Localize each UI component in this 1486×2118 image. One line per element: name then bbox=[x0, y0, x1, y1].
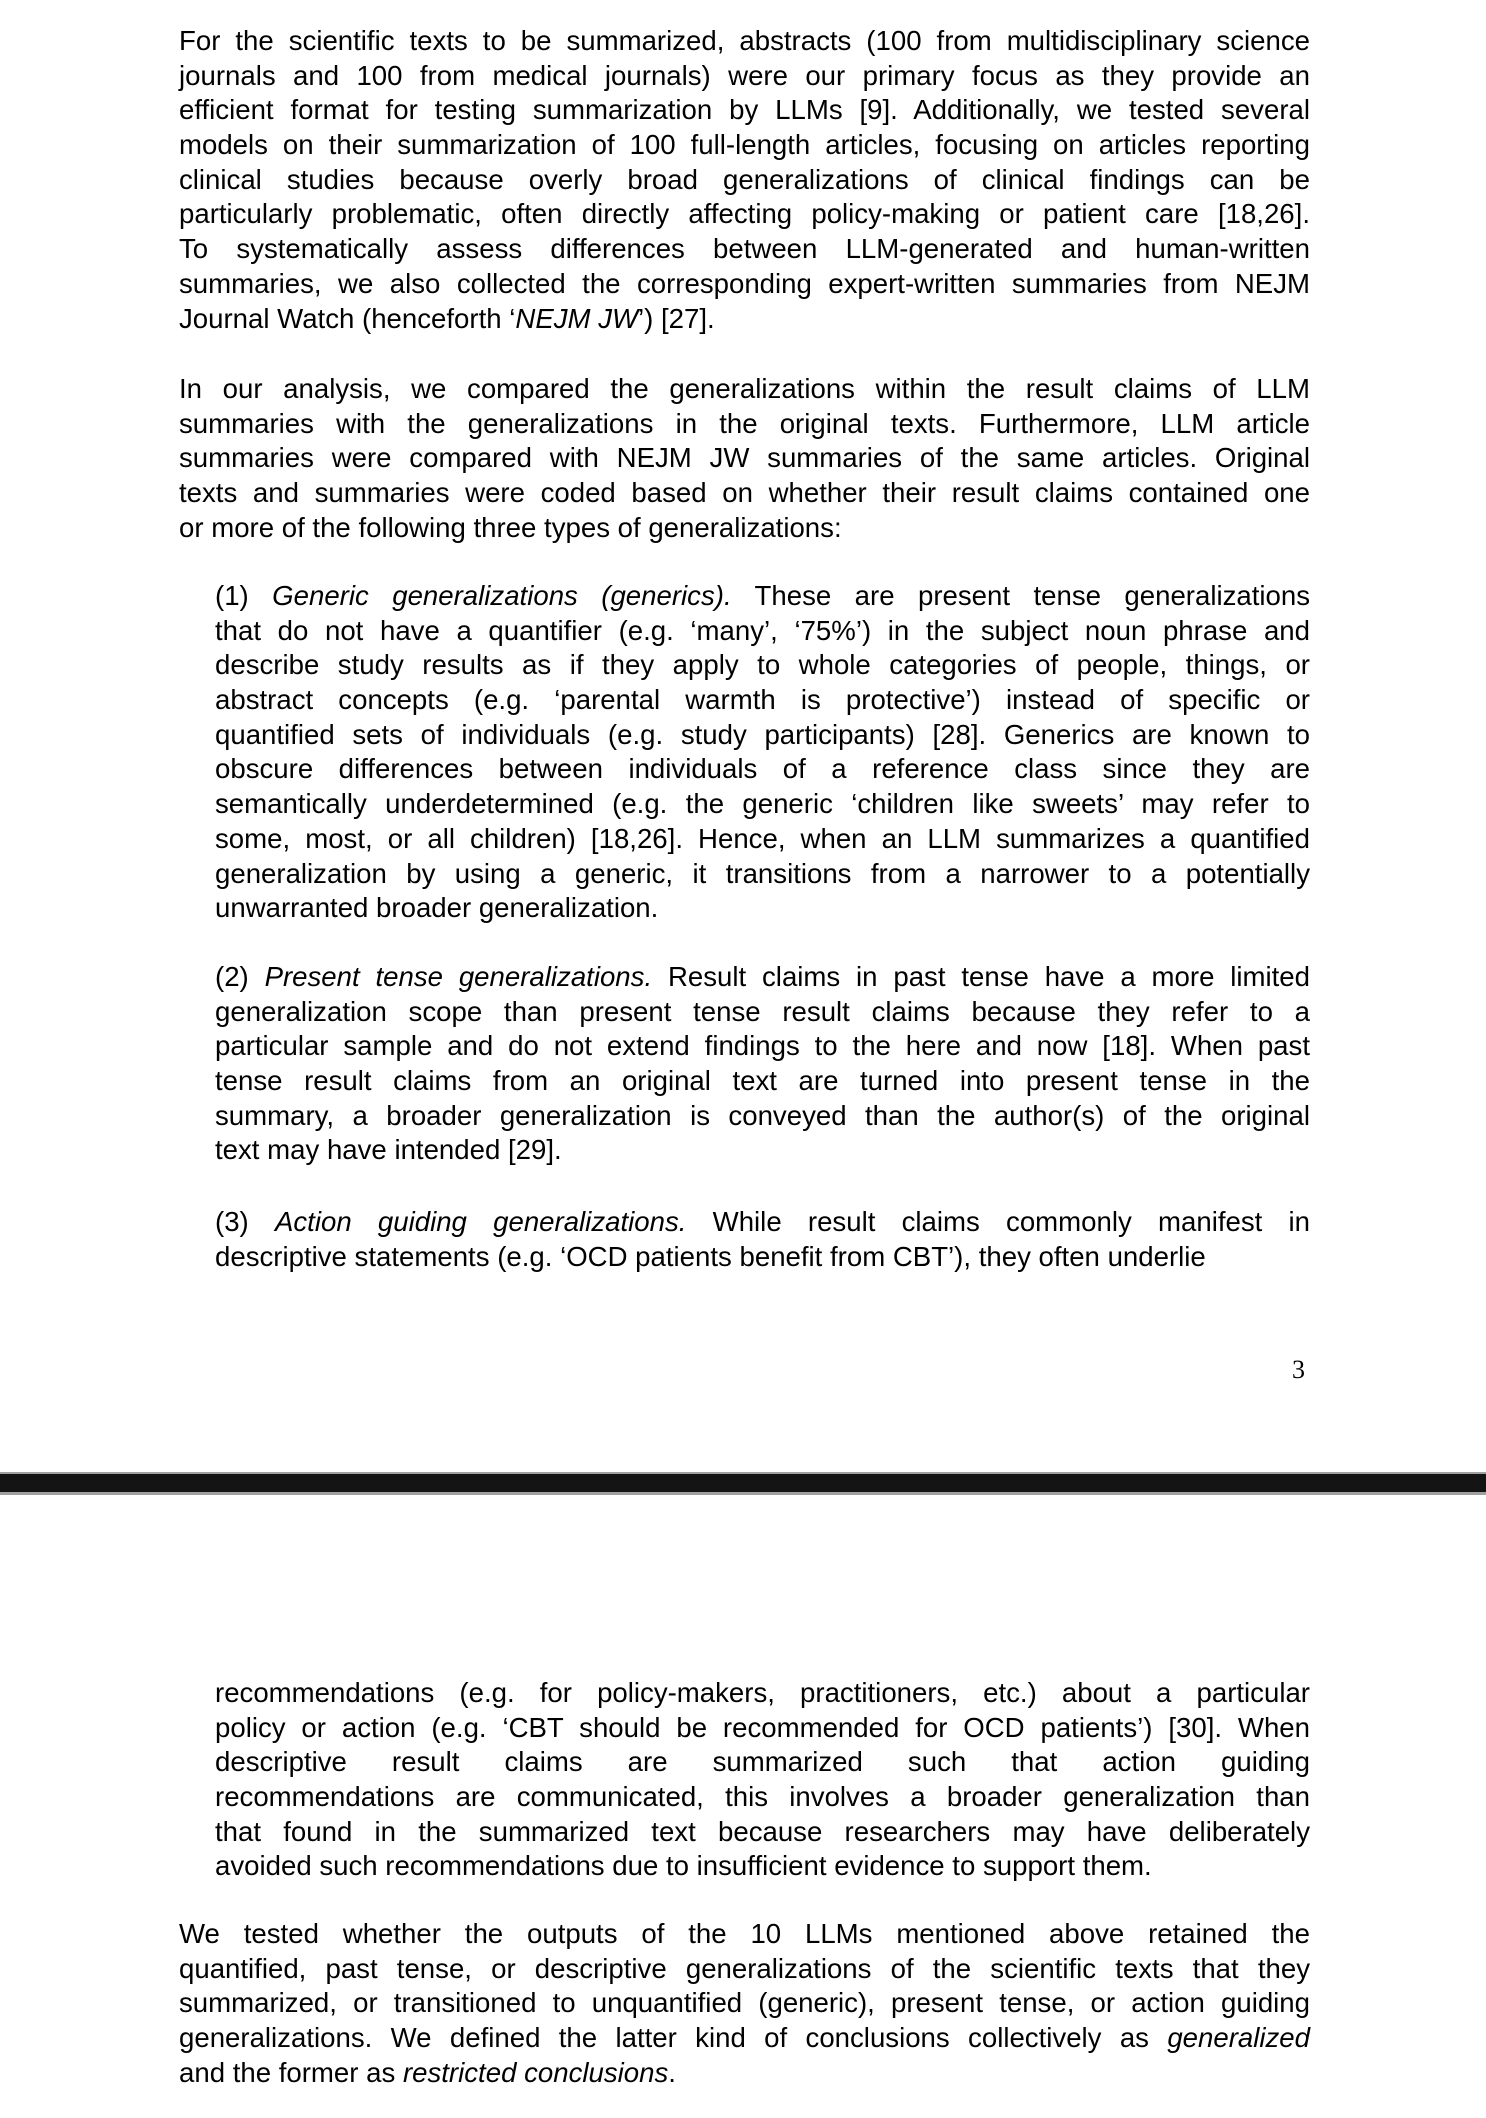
text-line bbox=[215, 787, 1310, 822]
text-line bbox=[215, 1240, 1310, 1275]
text-line bbox=[179, 1952, 1310, 1987]
text-line bbox=[215, 648, 1310, 683]
text-line bbox=[179, 59, 1310, 94]
list-item-present-tense-generalizations bbox=[215, 960, 1310, 1168]
text-segment: In our analysis, we compared the generalizations within the result claims of LLM bbox=[179, 373, 1310, 404]
text-segment: journals and 100 from medical journals) were our primary focus as they provide an bbox=[179, 59, 1310, 91]
text-segment: (3) bbox=[215, 1206, 275, 1237]
text-segment: For the scientific texts to be summarized, abstracts (100 from multidisciplinary science bbox=[179, 25, 1310, 56]
text-line bbox=[215, 1205, 1310, 1240]
text-line bbox=[215, 1099, 1310, 1134]
italic-text: Present tense generalizations. bbox=[264, 961, 653, 992]
text-line bbox=[215, 1849, 1310, 1884]
text-segment: policy or action (e.g. ‘CBT should be recommended for OCD patients’) [30]. When bbox=[215, 1711, 1310, 1743]
text-line bbox=[179, 511, 1310, 546]
text-segment: that found in the summarized text because researchers may have deliberately bbox=[215, 1815, 1310, 1847]
text-segment: summaries with the generalizations in the original texts. Furthermore, LLM article bbox=[179, 407, 1310, 439]
text-line bbox=[215, 579, 1310, 614]
text-line bbox=[179, 2021, 1310, 2056]
text-line bbox=[215, 995, 1310, 1030]
text-line bbox=[215, 1745, 1310, 1780]
text-line bbox=[215, 1815, 1310, 1850]
text-line bbox=[215, 1133, 1310, 1168]
text-line bbox=[215, 960, 1310, 995]
text-line bbox=[215, 1676, 1310, 1711]
text-segment: recommendations are communicated, this involves a broader generalization than bbox=[215, 1781, 1310, 1813]
text-line bbox=[179, 441, 1310, 476]
text-segment: We tested whether the outputs of the 10 LLMs mentioned above retained the bbox=[179, 1918, 1310, 1949]
text-segment: (2) bbox=[215, 961, 265, 992]
text-segment: Result claims in past tense have a more limited bbox=[652, 961, 1310, 992]
italic-text: generalized bbox=[1167, 2022, 1310, 2054]
text-segment: Journal Watch (henceforth ‘ bbox=[179, 302, 516, 334]
text-line bbox=[179, 1986, 1310, 2021]
text-segment: models on their summarization of 100 full-length articles, focusing on articles reporting bbox=[179, 129, 1310, 161]
text-segment: tense result claims from an original text are turned into present tense in the bbox=[215, 1065, 1310, 1097]
text-line bbox=[215, 891, 1310, 926]
text-segment: summaries were compared with NEJM JW summaries of the same articles. Original bbox=[179, 442, 1310, 474]
paragraph-data-sources bbox=[179, 24, 1310, 336]
page-break-divider bbox=[0, 1472, 1486, 1495]
text-line bbox=[179, 372, 1310, 407]
text-line bbox=[179, 232, 1310, 267]
text-line bbox=[215, 857, 1310, 892]
paragraph-tested-generalizations bbox=[179, 1917, 1310, 2090]
italic-text: Action guiding generalizations. bbox=[274, 1206, 687, 1237]
text-line bbox=[215, 614, 1310, 649]
text-line bbox=[215, 752, 1310, 787]
italic-text: Generic generalizations (generics). bbox=[272, 580, 732, 611]
text-segment: texts and summaries were coded based on whether their result claims contained one bbox=[179, 477, 1310, 509]
page-number: 3 bbox=[1292, 1355, 1305, 1384]
text-segment: . bbox=[668, 2056, 676, 2088]
text-segment: clinical studies because overly broad generalizations of clinical findings can be bbox=[179, 163, 1310, 195]
text-line bbox=[179, 1917, 1310, 1952]
text-segment: semantically underdetermined (e.g. the generic ‘children like sweets’ may refer to bbox=[215, 788, 1310, 820]
text-segment: generalization scope than present tense result claims because they refer to a bbox=[215, 995, 1310, 1027]
text-segment: generalizations. We defined the latter kind of conclusions collectively as bbox=[179, 2022, 1168, 2054]
text-segment: that do not have a quantifier (e.g. ‘many’, ‘75%’) in the subject noun phrase and bbox=[215, 614, 1310, 646]
text-segment: To systematically assess differences between LLM-generated and human-written bbox=[179, 233, 1310, 265]
text-segment: summaries, we also collected the corresponding expert-written summaries from NEJM bbox=[179, 267, 1310, 299]
text-line bbox=[215, 1029, 1310, 1064]
text-segment: or more of the following three types of generalizations: bbox=[179, 511, 842, 543]
text-segment: generalization by using a generic, it transitions from a narrower to a potentially bbox=[215, 857, 1310, 889]
text-segment: text may have intended [29]. bbox=[215, 1134, 562, 1166]
text-segment: abstract concepts (e.g. ‘parental warmth is protective’) instead of specific or bbox=[215, 684, 1310, 716]
text-line bbox=[179, 302, 1310, 337]
text-line bbox=[179, 163, 1310, 198]
text-segment: particularly problematic, often directly affecting policy-making or patient care [18,26]. bbox=[179, 198, 1310, 230]
text-segment: quantified sets of individuals (e.g. study participants) [28]. Generics are known to bbox=[215, 718, 1310, 750]
text-line bbox=[179, 2056, 1310, 2091]
italic-text: NEJM JW bbox=[515, 302, 639, 334]
text-line bbox=[215, 1711, 1310, 1746]
text-line bbox=[179, 407, 1310, 442]
paragraph-analysis bbox=[179, 372, 1310, 545]
text-segment: and the former as bbox=[179, 2056, 403, 2088]
text-segment: descriptive result claims are summarized such that action guiding bbox=[215, 1746, 1310, 1778]
text-segment: efficient format for testing summarization by LLMs [9]. Additionally, we tested several bbox=[179, 94, 1310, 126]
text-line bbox=[215, 718, 1310, 753]
text-segment: unwarranted broader generalization. bbox=[215, 892, 659, 924]
list-item-action-guiding-generalizations bbox=[215, 1205, 1310, 1274]
text-segment: ’) [27]. bbox=[638, 302, 715, 334]
text-segment: obscure differences between individuals of a reference class since they are bbox=[215, 753, 1310, 785]
text-segment: These are present tense generalizations bbox=[731, 580, 1311, 611]
text-line bbox=[215, 822, 1310, 857]
text-segment: quantified, past tense, or descriptive generalizations of the scientific texts that they bbox=[179, 1952, 1310, 1984]
text-line bbox=[179, 93, 1310, 128]
text-segment: describe study results as if they apply to whole categories of people, things, or bbox=[215, 649, 1310, 681]
text-line bbox=[215, 683, 1310, 718]
text-segment: recommendations (e.g. for policy-makers, practitioners, etc.) about a particular bbox=[215, 1677, 1310, 1708]
text-segment: avoided such recommendations due to insufficient evidence to support them. bbox=[215, 1850, 1152, 1882]
text-segment: descriptive statements (e.g. ‘OCD patients benefit from CBT’), they often underlie bbox=[215, 1240, 1206, 1272]
text-line bbox=[215, 1780, 1310, 1815]
text-line bbox=[179, 128, 1310, 163]
list-item-generic-generalizations bbox=[215, 579, 1310, 926]
text-segment: While result claims commonly manifest in bbox=[686, 1206, 1311, 1237]
text-line bbox=[215, 1064, 1310, 1099]
text-segment: (1) bbox=[215, 580, 273, 611]
text-segment: particular sample and do not extend findings to the here and now [18]. When past bbox=[215, 1030, 1310, 1062]
text-segment: summarized, or transitioned to unquantified (generic), present tense, or action guiding bbox=[179, 1987, 1310, 2019]
text-line bbox=[179, 476, 1310, 511]
text-segment: some, most, or all children) [18,26]. Hence, when an LLM summarizes a quantified bbox=[215, 822, 1310, 854]
text-segment: summary, a broader generalization is conveyed than the author(s) of the original bbox=[215, 1099, 1310, 1131]
text-line bbox=[179, 197, 1310, 232]
italic-text: restricted conclusions bbox=[402, 2056, 669, 2088]
text-line bbox=[179, 24, 1310, 59]
text-line bbox=[179, 267, 1310, 302]
list-item-action-guiding-continued bbox=[215, 1676, 1310, 1884]
